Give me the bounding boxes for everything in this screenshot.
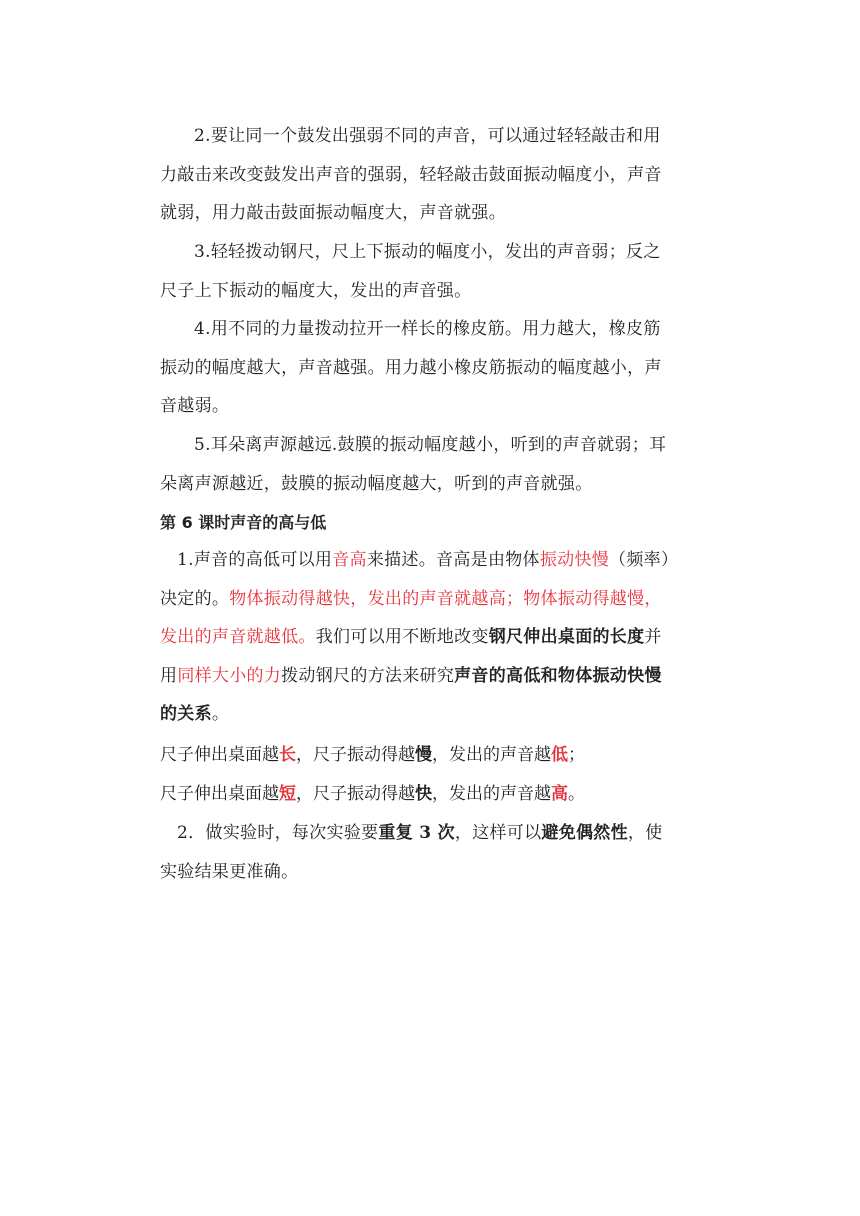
highlight-red: 高 [551,784,568,804]
lesson-paragraph-2 [160,814,676,891]
bold-text: 声音的高低和物体振动快慢的关系 [160,665,662,724]
bold-text: 快 [415,784,432,804]
highlight-red: 长 [279,745,296,765]
paragraph-5: 5.耳朵离声源越远.鼓膜的振动幅度越小，听到的声音就弱；耳朵离声源越近，鼓膜的振动幅度越大，听到的声音就强。 [160,435,667,494]
highlight-red: 短 [279,784,296,804]
text-span: 尺子伸出桌面越 [160,784,279,804]
text-span: ，这样可以 [454,823,542,843]
text-span: ； [568,745,585,765]
bold-text: 重复 3 次 [378,823,455,843]
text-span: （频率）决定的。 [160,550,670,609]
text-span: 并用 [160,627,662,686]
highlight-red: 低 [551,745,568,765]
text-span: 1.声音的高低可以用 [177,550,333,570]
ruler-short-line [160,779,676,809]
bold-text: 钢尺伸出桌面的长度 [488,627,645,647]
bold-text: 慢 [415,745,432,765]
text-span: 拨动钢尺的方法来研究 [281,665,455,686]
text-span: 。 [211,704,230,724]
highlight-red: 物体振动得越快，发出的声音就越高；物体振动得越慢，发出的声音就越低。 [160,588,662,647]
text-span: 2．做实验时，每次实验要 [177,823,379,843]
highlight-red: 振动快慢 [539,550,610,570]
bold-text: 避免偶然性 [541,823,628,843]
text-span: ，尺子振动得越 [296,745,415,765]
lesson-heading: 第 6 课时声音的高与低 [160,513,327,532]
highlight-red: 同样大小的力 [177,665,282,686]
paragraph-3: 3.轻轻拨动钢尺，尺上下振动的幅度小，发出的声音弱；反之尺子上下振动的幅度大，发出的声音强。 [160,242,661,301]
text-span: 尺子伸出桌面越 [160,745,279,765]
text-span: ，发出的声音越 [432,745,551,765]
ruler-long-line [160,740,676,770]
highlight-red: 音高 [332,550,367,570]
text-span: ，发出的声音越 [432,784,551,804]
paragraph-4: 4.用不同的力量拨动拉开一样长的橡皮筋。用力越大，橡皮筋振动的幅度越大，声音越强。用力越小橡皮筋振动的幅度越小，声音越弱。 [160,319,662,416]
text-span: ，尺子振动得越 [296,784,415,804]
paragraph-2: 2.要让同一个鼓发出强弱不同的声音，可以通过轻轻敲击和用力敲击来改变鼓发出声音的强弱，轻轻敲击鼓面振动幅度小，声音就弱，用力敲击鼓面振动幅度大，声音就强。 [160,126,662,223]
text-span: 我们可以用不断地改变 [315,627,489,647]
lesson-paragraph-1 [160,541,676,734]
text-span: ，使实验结果更准确。 [160,823,663,882]
text-span: 。 [568,784,585,804]
text-span: 来描述。音高是由物体 [366,550,540,570]
